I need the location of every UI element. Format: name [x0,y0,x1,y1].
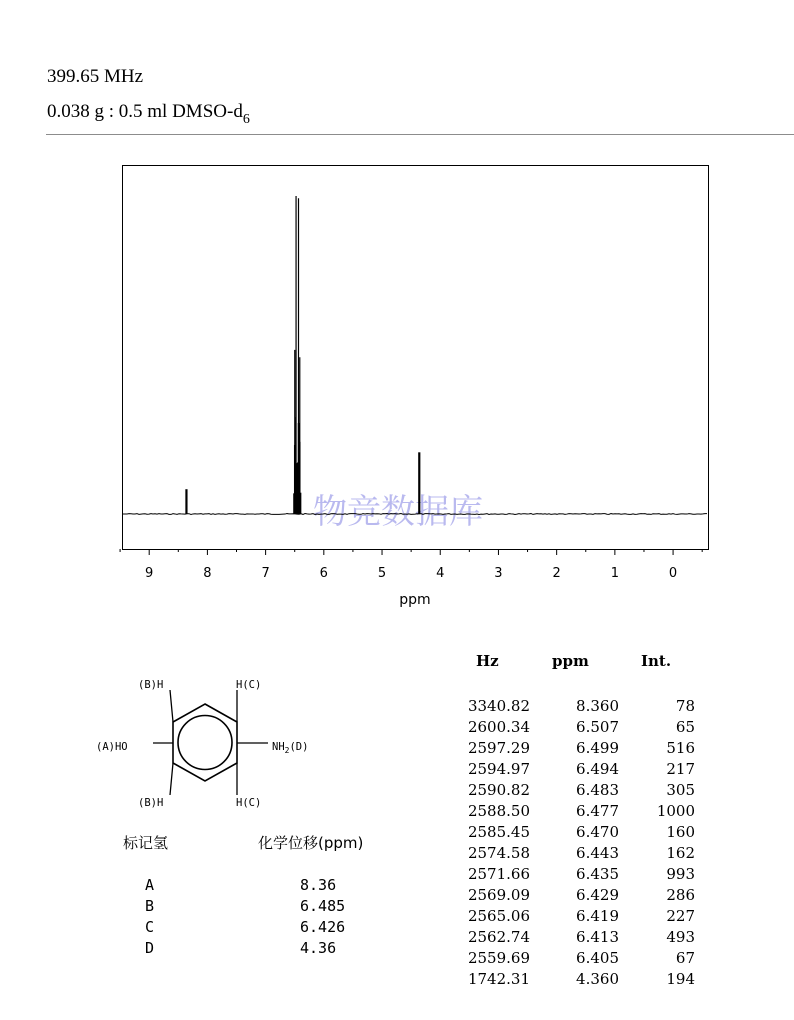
x-tick-label: 8 [203,566,212,581]
peak-hz: 2594.97 [467,760,530,778]
x-tick-label: 9 [145,566,154,581]
assignment-shift: 6.426 [300,918,346,936]
peak-hz: 2590.82 [467,781,530,799]
peak-table-row [430,697,730,718]
peak-header-int: Int. [641,652,672,670]
peak-ppm: 8.360 [576,697,619,715]
peak-intensity: 286 [666,886,695,904]
peak-table-row [430,781,730,802]
x-tick-label: 2 [552,566,561,581]
peak-hz: 1742.31 [467,970,530,988]
solvent-subscript: 6 [242,112,250,127]
assignment-shift: 4.36 [300,939,337,957]
peak-table-row [430,928,730,949]
peak-table-row [430,802,730,823]
peak-hz: 2588.50 [467,802,530,820]
peak-intensity: 305 [666,781,695,799]
aromatic-circle [178,716,232,770]
peak-ppm: 6.483 [576,781,619,799]
assignment-label: A [145,876,155,894]
assignment-shift: 6.485 [300,897,346,915]
x-tick-label: 5 [377,566,387,581]
peak-intensity: 194 [666,970,695,988]
atom-label-bottom-right: H(C) [236,797,262,809]
peak-intensity: 227 [666,907,695,925]
peak-hz: 2562.74 [467,928,530,946]
atom-label-bottom-left: (B)H [138,797,164,809]
atom-label-top-left: (B)H [138,679,164,691]
peak-intensity: 160 [666,823,695,841]
peak-intensity: 993 [666,865,695,883]
peak-intensity: 1000 [656,802,695,820]
peak-ppm: 6.443 [576,844,619,862]
peak-header-hz: Hz [476,652,499,670]
peak-hz: 2574.58 [467,844,530,862]
atom-label-hydroxyl: (A)HO [96,741,128,753]
bond-top-left [170,690,173,722]
x-tick-label: 6 [319,566,328,581]
assignment-label: B [145,897,155,915]
peak-hz: 3340.82 [467,697,530,715]
peak-intensity: 516 [666,739,695,757]
spectrometer-frequency: 399.65 MHz [47,66,144,87]
peak-hz: 2585.45 [467,823,530,841]
peak-intensity: 67 [675,949,695,967]
peak-ppm: 6.413 [576,928,619,946]
peak-hz: 2559.69 [467,949,530,967]
assignment-label: D [145,939,155,957]
peak-table-row [430,970,730,991]
peak-table-row [430,718,730,739]
peak-ppm: 6.435 [576,865,619,883]
peak-ppm: 6.477 [576,802,619,820]
peak-intensity: 217 [666,760,695,778]
peak-table-row [430,949,730,970]
peak-hz: 2600.34 [467,718,530,736]
x-tick-label: 7 [261,566,270,581]
peak-ppm: 4.360 [576,970,619,988]
peak-ppm: 6.494 [576,760,619,778]
peak-header-ppm: ppm [552,652,589,670]
bond-bottom-left [170,763,173,795]
peak-table-row [430,760,730,781]
amine-suffix: (D) [289,741,309,753]
peak-intensity: 65 [675,718,695,736]
peak-intensity: 78 [675,697,695,715]
atom-label-top-right: H(C) [236,679,262,691]
assignment-header-label: 标记氢 [123,834,169,852]
peak-intensity: 493 [666,928,695,946]
peak-ppm: 6.405 [576,949,619,967]
peak-hz: 2565.06 [467,907,530,925]
peak-hz: 2569.09 [467,886,530,904]
structure-diagram [92,672,342,822]
peak-hz: 2597.29 [467,739,530,757]
watermark: 物竞数据库 [313,492,483,532]
peak-table-row [430,907,730,928]
peak-ppm: 6.470 [576,823,619,841]
assignment-label: C [145,918,155,936]
peak-ppm: 6.429 [576,886,619,904]
assignment-shift: 8.36 [300,876,337,894]
x-tick-label: 0 [668,566,678,581]
x-tick-label: 4 [436,566,445,581]
peak-ppm: 6.419 [576,907,619,925]
amine-subscript: 2 [284,746,290,755]
peak-table-row [430,823,730,844]
peak-table-row [430,886,730,907]
x-tick-label: 3 [494,566,503,581]
solvent-text: 0.038 g : 0.5 ml DMSO-d [47,101,243,122]
peak-hz: 2571.66 [467,865,530,883]
peak-ppm: 6.507 [576,718,619,736]
assignment-header-shift: 化学位移(ppm) [258,834,364,852]
x-axis-label: ppm [399,592,431,608]
peak-intensity: 162 [666,844,695,862]
x-tick-label: 1 [610,566,620,581]
atom-label-amine [272,741,308,755]
peak-table-row [430,865,730,886]
amine-prefix: NH [272,741,285,753]
peak-table-row [430,739,730,760]
peak-table-row [430,844,730,865]
peak-ppm: 6.499 [576,739,619,757]
spectrum-trace [123,514,707,515]
